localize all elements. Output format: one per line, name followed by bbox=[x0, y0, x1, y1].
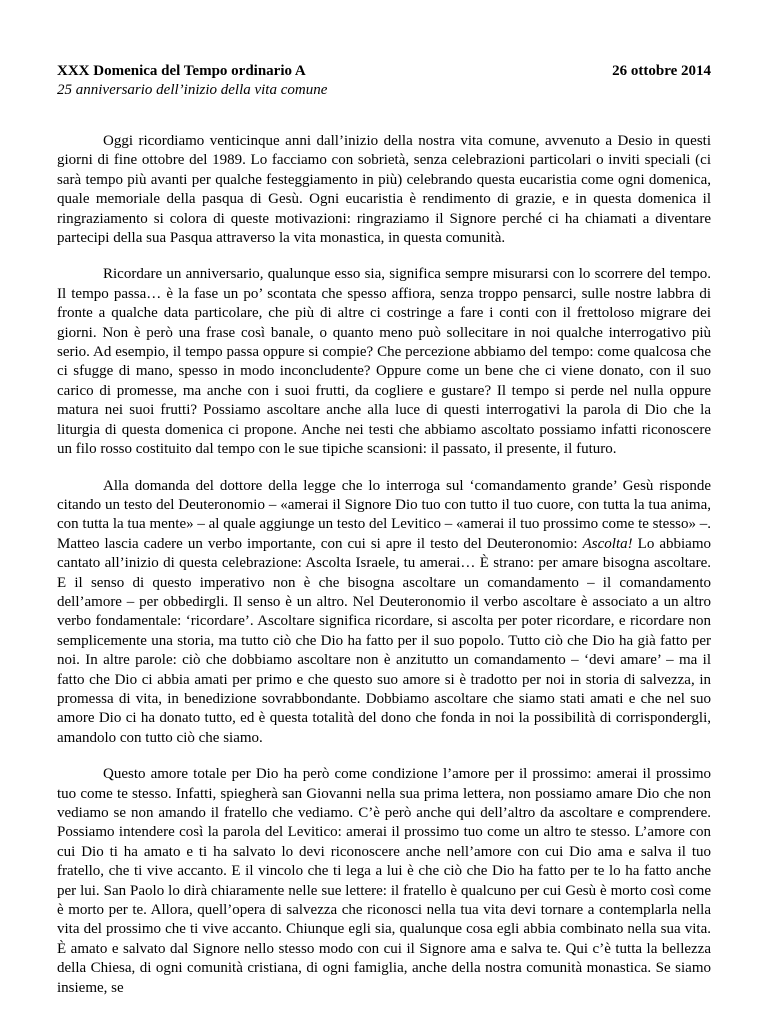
paragraph-2: Ricordare un anniversario, qualunque esso sia, significa sempre misurarsi con lo scorrere del tempo. Il tempo passa… è la fase un po’ scontata che spesso affiora, senza troppo pensarci, sulle nostre labbra di fronte a qualche data particolare, che più di altre ci costringe a fare i conti con il frettoloso migrare dei giorni. Non è però una frase così banale, o quanto meno può sollecitare in noi qualche interrogativo più serio. Ad esempio, il tempo passa oppure si compie? Che percezione abbiamo del tempo: come qualcosa che ci sfugge di mano, spesso in modo inconcludente? Oppure come un bene che ci viene donato, con il suo carico di promesse, ma anche con i suoi frutti, da cogliere e gustare? Il tempo si perde nel nulla oppure matura nei suoi frutti? Possiamo ascoltare anche alla luce di questi interrogativi la parola di Dio che la liturgia di questa domenica ci propone. Anche nei testi che abbiamo ascoltato possiamo infatti riconoscere un filo rosso costituito dal tempo con le sue tipiche scansioni: il passato, il presente, il futuro. bbox=[57, 266, 711, 458]
document-body bbox=[57, 132, 711, 998]
homily-date: 26 ottobre 2014 bbox=[612, 63, 711, 79]
paragraph-1: Oggi ricordiamo venticinque anni dall’inizio della nostra vita comune, avvenuto a Desio in questi giorni di fine ottobre del 1989. Lo facciamo con sobrietà, senza celebrazioni particolari o inviti speciali (ci sarà tempo più avanti per qualche festeggiamento in più) celebrando questa eucaristia come ogni domenica, quale memoriale della pasqua di Gesù. Ogni eucaristia è rendimento di grazie, e in questa domenica il ringraziamento si colora di queste motivazioni: ringraziamo il Signore perché ci ha chiamati a diventare partecipi della sua Pasqua attraverso la vita monastica, in questa comunità. bbox=[57, 133, 711, 247]
homily-title: XXX Domenica del Tempo ordinario A bbox=[57, 63, 306, 79]
paragraph-3-emphasis: Ascolta! bbox=[582, 535, 633, 552]
paragraph-3-before: Alla domanda del dottore della legge che lo interroga sul ‘comandamento grande’ Gesù risponde citando un testo del Deuteronomio – «amerai il Signore Dio tuo con tutto il tuo cuore, con tutta la tua anima, con tutta la tua mente» – al quale aggiunge un testo del Levitico – «amerai il tuo prossimo come te stesso» –. Matteo lascia cadere un verbo importante, con cui si apre il testo del Deuteronomio: bbox=[57, 477, 712, 552]
paragraph-4: Questo amore totale per Dio ha però come condizione l’amore per il prossimo: amerai il prossimo tuo come te stesso. Infatti, spiegherà san Giovanni nella sua prima lettera, non possiamo amare Dio che non vediamo se non amando il fratello che vediamo. C’è però anche qui dell’altro da ascoltare e comprendere. Possiamo intendere così la parola del Levitico: amerai il prossimo tuo come un altro te stesso. L’amore con cui Dio ti ha amato e ti ha salvato lo devi riconoscere anche nell’amore con cui Dio ama e salva il tuo fratello, che ti vive accanto. E il vincolo che ti lega a lui è che ciò che Dio ha fatto per te lo ha fatto anche per lui. San Paolo lo dirà chiaramente nelle sue lettere: il fratello è qualcuno per cui Gesù è morto così come è morto per te. Allora, quell’opera di salvezza che riconosci nella tua vita devi tornare a contemplarla nella vita del prossimo che ti vive accanto. Chiunque egli sia, qualunque cosa egli abbia combinato nella sua vita. È amato e salvato dal Signore nello stesso modo con cui il Signore ama e salva te. Qui c’è tutta la bellezza della Chiesa, di ogni comunità cristiana, di ogni famiglia, anche della nostra comunità monastica. Se siamo insieme, se bbox=[57, 766, 711, 996]
paragraph-3-after: Lo abbiamo cantato all’inizio di questa celebrazione: Ascolta Israele, tu amerai… È strano: per amare bisogna ascoltare. E il senso di questo imperativo non è che bisogna ascoltare un comandamento – il comandamento dell’amore – per obbedirgli. Il senso è un altro. Nel Deuteronomio il verbo ascoltare è associato a un altro verbo fondamentale: ‘ricordare’. Ascoltare significa ricordare, si ascolta per poter ricordare, e ricordare non semplicemente una storia, ma tutto ciò che Dio ha fatto per il suo popolo. Tutto ciò che Dio ha già fatto per noi. In altre parole: ciò che dobbiamo ascoltare non è anzitutto un comandamento – ‘devi amare’ – ma il fatto che Dio ci abbia amati per primo e che questo suo amore si è tradotto per noi in storia di salvezza, in promessa di vita, in benedizione sovrabbondante. Dobbiamo ascoltare che siamo stati amati e che nel suo amore Dio ci ha donato tutto, ed è questa totalità del dono che fonda in noi la possibilità di corrispondergli, amandolo con tutto ciò che siamo. bbox=[57, 535, 711, 746]
document-page bbox=[57, 62, 711, 1015]
paragraph-3 bbox=[57, 477, 711, 749]
document-header bbox=[57, 62, 711, 102]
homily-subtitle: 25 anniversario dell’inizio della vita comune bbox=[57, 82, 328, 98]
